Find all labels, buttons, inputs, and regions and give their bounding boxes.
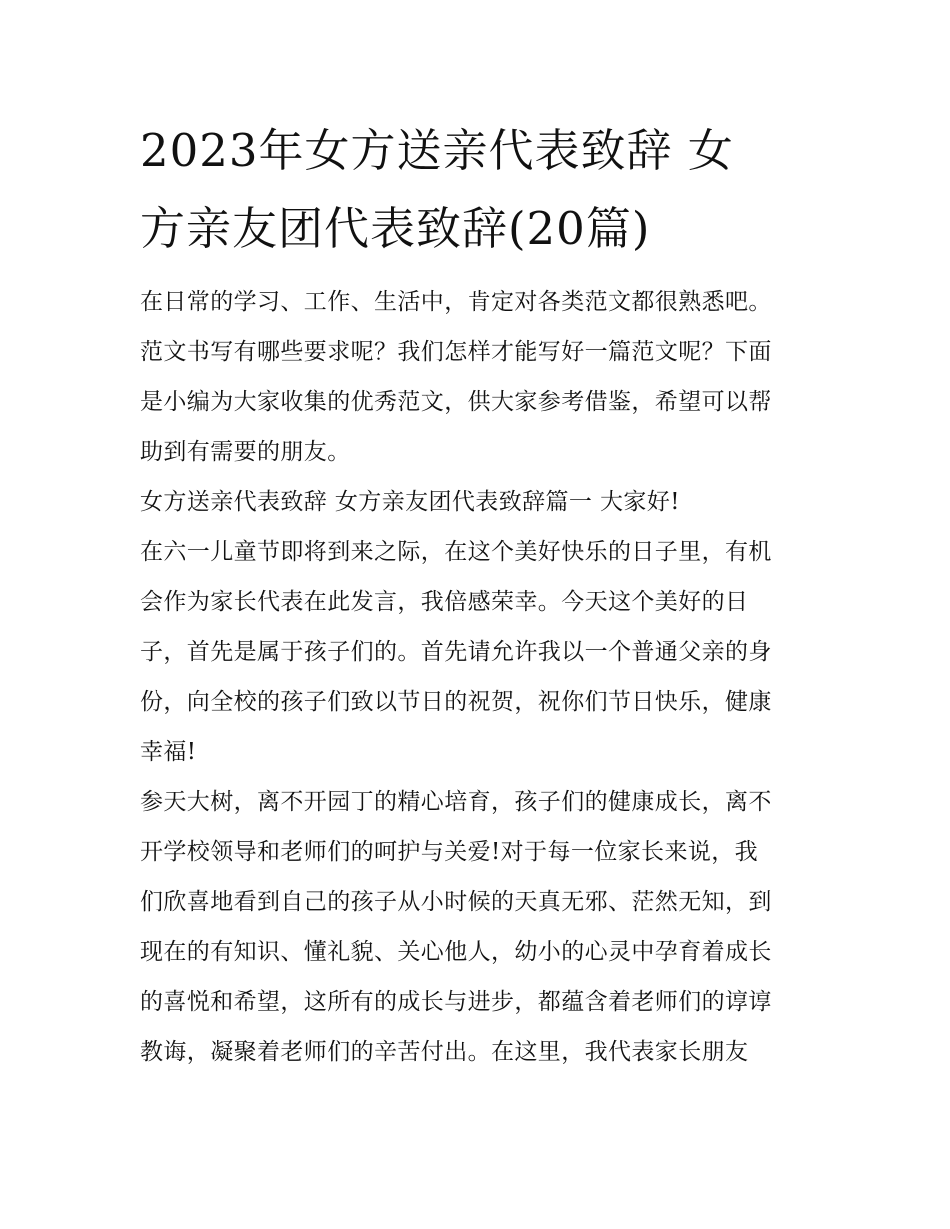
body-line: 范文书写有哪些要求呢？我们怎样才能写好一篇范文呢？下面: [140, 339, 772, 365]
body-line: 会作为家长代表在此发言，我倍感荣幸。今天这个美好的日: [140, 589, 749, 615]
body-line: 们欣喜地看到自己的孩子从小时候的天真无邪、茫然无知，到: [140, 889, 772, 915]
body-line: 是小编为大家收集的优秀范文，供大家参考借鉴，希望可以帮: [140, 389, 772, 415]
body-line: 份，向全校的孩子们致以节日的祝贺，祝你们节日快乐，健康: [140, 689, 772, 715]
body-line: 现在的有知识、懂礼貌、关心他人，幼小的心灵中孕育着成长: [140, 939, 772, 965]
body-line: 助到有需要的朋友。: [140, 439, 351, 465]
body-line: 教诲，凝聚着老师们的辛苦付出。在这里，我代表家长朋友: [140, 1039, 749, 1065]
document-title: [140, 112, 820, 268]
document-body: [140, 277, 820, 1077]
body-line: 在六一儿童节即将到来之际，在这个美好快乐的日子里，有机: [140, 539, 772, 565]
body-line: 开学校领导和老师们的呵护与关爱!对于每一位家长来说，我: [140, 839, 759, 865]
section-heading: 女方送亲代表致辞 女方亲友团代表致辞篇一 大家好!: [140, 489, 680, 515]
body-line: 幸福!: [140, 739, 197, 765]
title-line-2: 方亲友团代表致辞(20篇): [140, 202, 651, 255]
title-line-1: 2023年女方送亲代表致辞 女: [140, 124, 734, 177]
body-line: 在日常的学习、工作、生活中，肯定对各类范文都很熟悉吧。: [140, 289, 772, 315]
body-line: 子，首先是属于孩子们的。首先请允许我以一个普通父亲的身: [140, 639, 772, 665]
body-line: 参天大树，离不开园丁的精心培育，孩子们的健康成长，离不: [140, 789, 772, 815]
body-line: 的喜悦和希望，这所有的成长与进步，都蕴含着老师们的谆谆: [140, 989, 772, 1015]
